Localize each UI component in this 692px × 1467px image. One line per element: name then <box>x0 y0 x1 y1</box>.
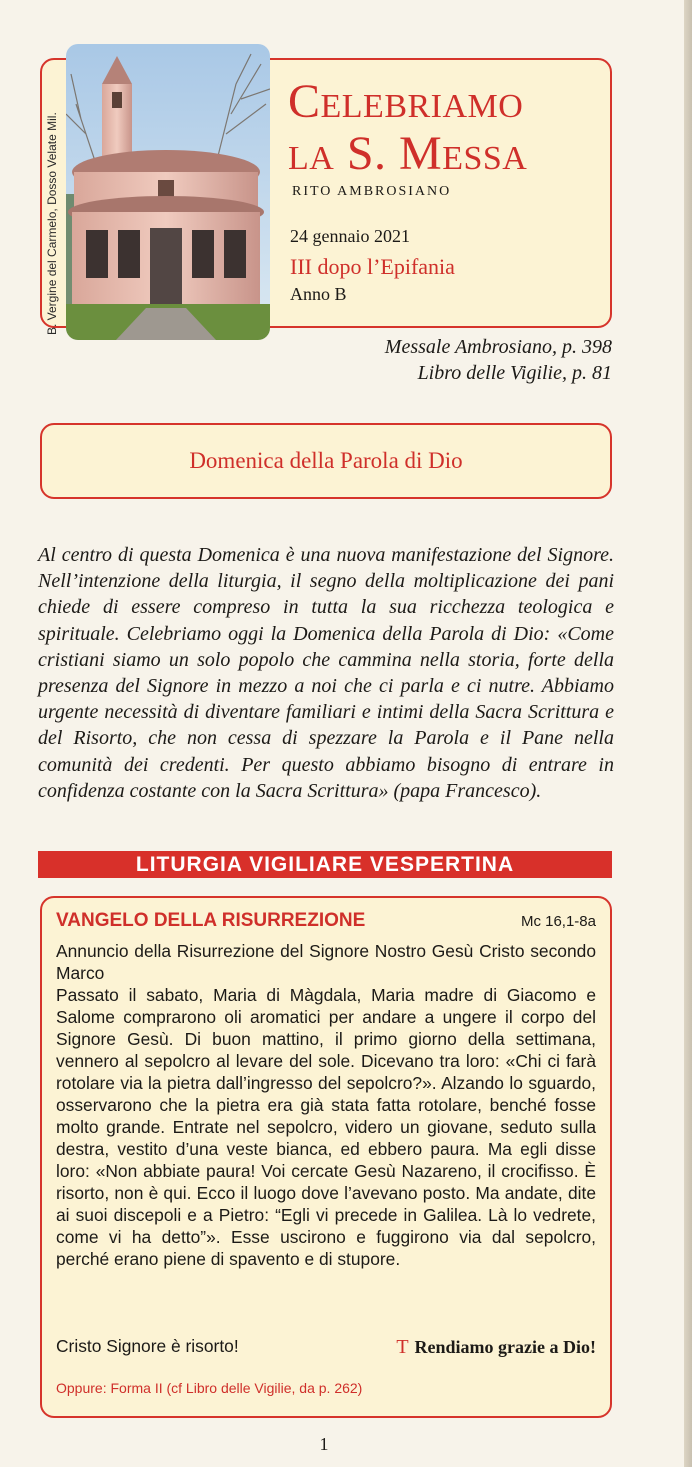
date: 24 gennaio 2021 <box>290 226 410 246</box>
response-marker: T <box>396 1336 409 1358</box>
response-text: Rendiamo grazie a Dio! <box>414 1337 596 1357</box>
church-photo <box>66 44 270 340</box>
missal-reference: Messale Ambrosiano, p. 398 <box>384 336 612 358</box>
page-edge <box>684 0 692 1467</box>
page-number: 1 <box>319 1434 329 1454</box>
sunday-name: III dopo l’Epifania <box>290 254 455 279</box>
gospel-reference: Mc 16,1-8a <box>520 913 596 930</box>
feast-label: Domenica della Parola di Dio <box>189 448 463 473</box>
book-references <box>385 334 612 386</box>
title-line-1: Celebriamo <box>288 75 524 128</box>
gospel-header <box>56 910 596 932</box>
title-line-2: la S. Messa <box>288 127 528 180</box>
gospel-text: Passato il sabato, Maria di Màgdala, Maria madre di Giacomo e Salome comprarono oli aromatici per andare a ungere il corpo del Signore Gesù. Di buon mattino, il primo giorno della settimana, vennero al sepolcro al levare del sole. Dicevano tra loro: «Chi ci farà rotolare via la pietra dall’ingresso del sepolcro?». Alzando lo sguardo, osservarono che la pietra era già stata fatta rotolare, benché fosse molto grande. Entrate nel sepolcro, videro un giovane, seduto sulla destra, vestito d’una veste bianca, ed ebbero paura. Ma egli disse loro: «Non abbiate paura! Voi cercate Gesù Nazareno, il crocifisso. È risorto, non è qui. Ecco il luogo dove l’avevano posto. Ma andate, dite ai suoi discepoli e a Pietro: “Egli vi precede in Galilea. Là lo vedrete, come vi ha detto”». Esse uscirono e fuggirono via dal sepolcro, perché erano piene di spavento e di stupore. <box>56 985 596 1269</box>
acclamation-row <box>56 1336 596 1357</box>
intro-paragraph: Al centro di questa Domenica è una nuova manifestazione del Signore. Nell’intenzione della liturgia, il segno della moltiplicazione dei pani chiede di essere compreso in tutta la sua ricchezza teologica e spirituale. Celebriamo oggi la Domenica della Parola di Dio: «Come cristiani siamo un solo popolo che cammina nella storia, forte della presenza del Signore in mezzo a noi che ci parla e ci nutre. Abbiamo urgente necessità di diventare familiari e intimi della Sacra Scrittura e del Risorto, che non cessa di spezzare la Parola e il Pane nella comunità dei credenti. Per questo abbiamo bisogno di entrare in confidenza costante con la Sacra Scrittura» (papa Francesco). <box>38 544 614 802</box>
liturgical-year: Anno B <box>290 284 347 304</box>
section-banner: LITURGIA VIGILIARE VESPERTINA <box>38 851 612 878</box>
page-title <box>288 76 608 180</box>
response <box>396 1336 596 1359</box>
vigils-reference: Libro delle Vigilie, p. 81 <box>417 362 612 384</box>
acclamation: Cristo Signore è risorto! <box>56 1336 239 1356</box>
gospel-title: VANGELO DELLA RISURREZIONE <box>56 910 366 931</box>
alternative-note: Oppure: Forma II (cf Libro delle Vigilie, da p. 262) <box>56 1380 363 1396</box>
photo-caption: B. Vergine del Carmelo, Dosso Velate Mil. <box>45 112 59 335</box>
gospel-body <box>56 940 596 1270</box>
gospel-announcement: Annuncio della Risurrezione del Signore Nostro Gesù Cristo secondo Marco <box>56 941 596 983</box>
rite-label: RITO AMBROSIANO <box>292 184 452 199</box>
feast-box <box>40 423 612 499</box>
